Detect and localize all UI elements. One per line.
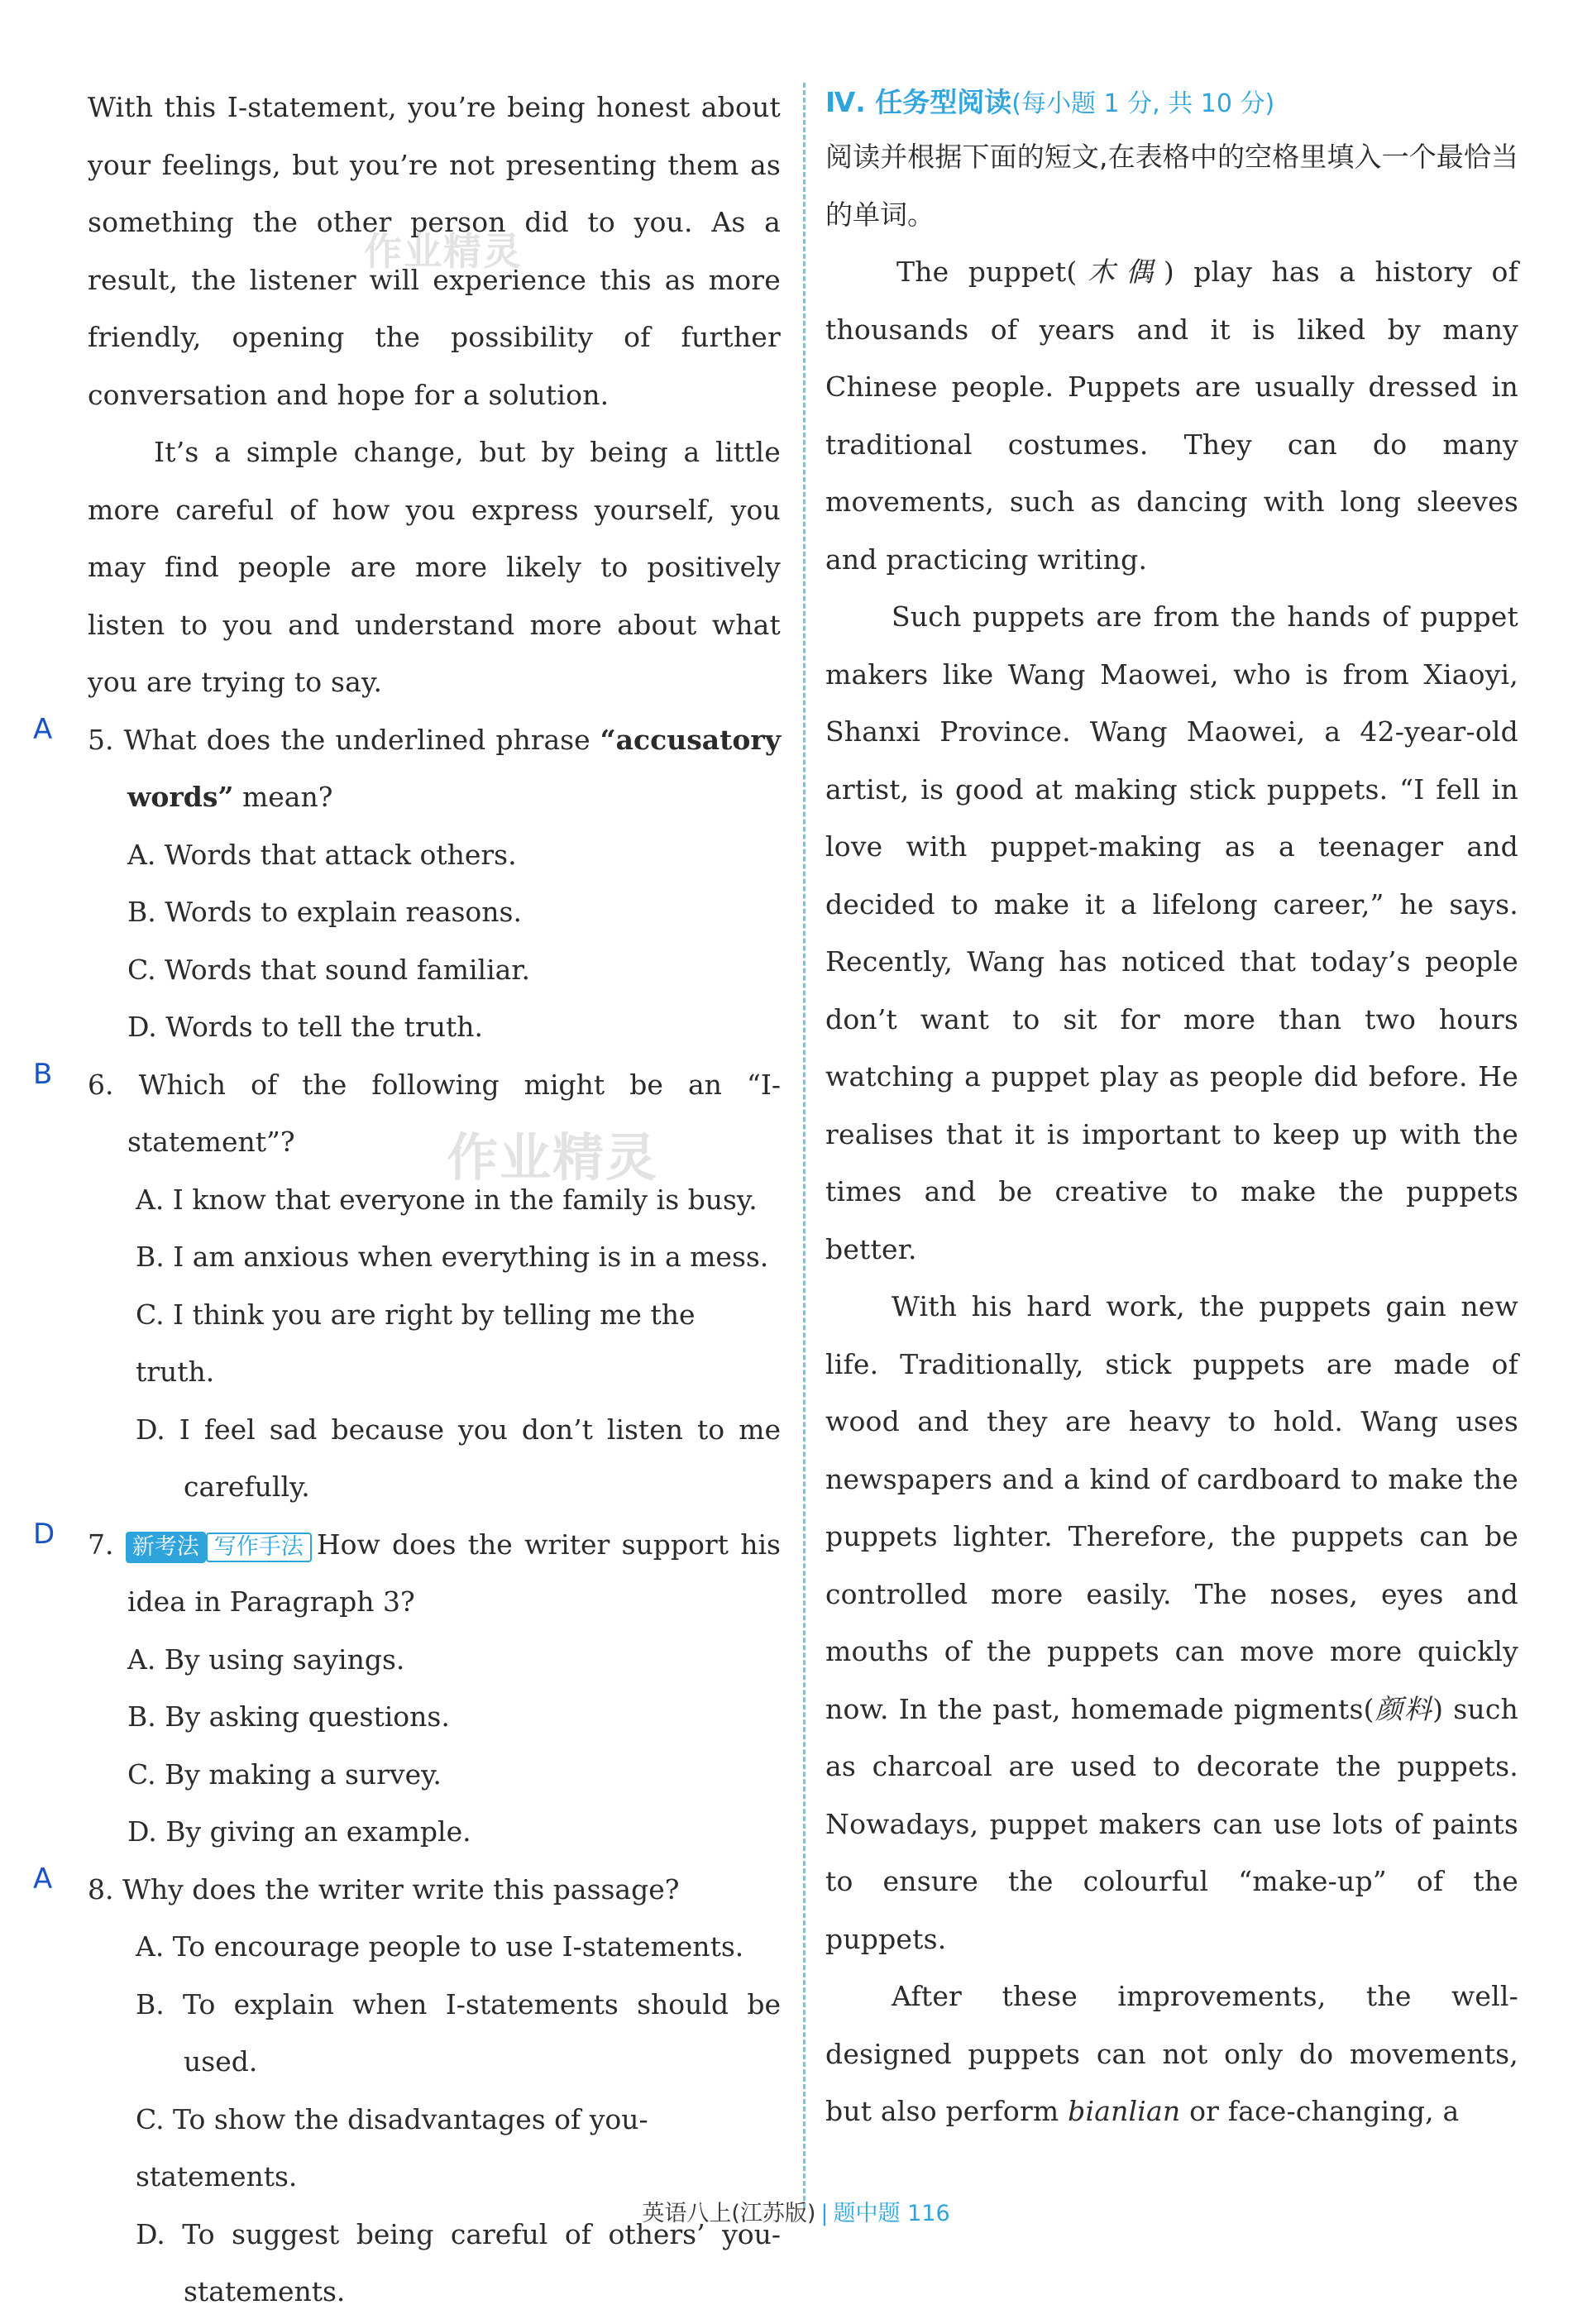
watermark: 作业精灵 — [364, 229, 523, 274]
watermark: 作业精灵 — [447, 1127, 659, 1188]
question-stem: 7. 新考法 写作手法 How does the writer support his idea in Paragraph 3? — [88, 1528, 781, 1618]
writing-technique-badge: 写作手法 — [206, 1533, 312, 1562]
option-c: C. I think you are right by telling me the truth. — [136, 1298, 696, 1388]
passage-paragraph-2: It’s a simple change, but by being a little more careful of how you express yourself, you may find people are more likely to positively listen to you and understand more about what you are trying to say. — [88, 436, 781, 698]
series-title: 题中题 — [833, 2201, 901, 2226]
section-heading: Ⅳ. 任务型阅读(每小题 1 分, 共 10 分) — [825, 86, 1275, 118]
question-8 — [33, 1861, 781, 2321]
option-c: C. Words that sound familiar. — [127, 953, 530, 986]
left-column — [33, 79, 781, 2321]
underlined-phrase: “accusatory words” — [127, 723, 781, 813]
option-c: C. To show the disadvantages of you-statements. — [136, 2102, 648, 2192]
option-c: C. By making a survey. — [127, 1757, 442, 1791]
passage-paragraph-3: With his hard work, the puppets gain new life. Traditionally, stick puppets are made of wood and they are heavy to hold. Wang uses newspapers and a kind of cardboard to make the puppets lighter. Therefore, the puppets can be controlled more easily. The noses, eyes and mouths of the puppets can move more quickly now. In the past, homemade pigments(颜料) such as charcoal are used to decorate the puppets. Nowadays, puppet makers can use lots of paints to ensure the colourful “make-up” of the puppets. — [825, 1290, 1518, 1955]
option-b: B. To explain when I-statements should be used. — [136, 1987, 781, 2078]
answer-mark: D — [33, 1517, 55, 1551]
answer-mark: B — [33, 1057, 53, 1091]
question-stem: 6. Which of the following might be an “I-statement”? — [88, 1068, 781, 1158]
answer-mark: A — [33, 1862, 53, 1896]
page-footer — [0, 2195, 1592, 2227]
option-a: A. Words that attack others. — [127, 838, 517, 871]
option-a: A. I know that everyone in the family is busy. — [136, 1183, 758, 1216]
question-stem: 5. What does the underlined phrase “accusatory words” mean? — [88, 723, 781, 813]
question-stem: 8. Why does the writer write this passage? — [88, 1872, 680, 1906]
option-d: D. To suggest being careful of others’ you-statements. — [136, 2217, 781, 2307]
passage-paragraph-4: After these improvements, the well-designed puppets can not only do movements, but also perform bianlian or face-changing, a — [825, 1980, 1518, 2127]
option-b: B. I am anxious when everything is in a mess. — [136, 1241, 769, 1273]
footer-separator: | — [820, 2201, 829, 2226]
question-6 — [33, 1056, 781, 1516]
column-divider — [803, 83, 806, 2208]
right-column — [825, 79, 1518, 2140]
option-d: D. I feel sad because you don’t listen to me carefully. — [136, 1413, 781, 1503]
instruction: 阅读并根据下面的短文,在表格中的空格里填入一个最恰当的单词。 — [825, 141, 1518, 231]
question-5 — [33, 711, 781, 1056]
page-number: 116 — [907, 2201, 950, 2226]
option-a: A. To encourage people to use I-statements. — [136, 1930, 744, 1963]
option-b: B. Words to explain reasons. — [127, 896, 522, 928]
option-d: D. Words to tell the truth. — [127, 1011, 483, 1043]
option-b: B. By asking questions. — [127, 1700, 450, 1733]
option-d: D. By giving an example. — [127, 1815, 471, 1848]
passage-paragraph-1: With this I-statement, you’re being honest about your feelings, but you’re not presenting them as something the other person did to you. As a result, the listener will experience this as more friendly, opening the possibility of further conversation and hope for a solution. — [88, 91, 781, 411]
option-a: A. By using sayings. — [127, 1643, 405, 1676]
passage-paragraph-1: The puppet(木偶) play has a history of thousands of years and it is liked by many Chinese people. Puppets are usually dressed in traditional costumes. They can do many movements, such as dancing with long sleeves and practicing writing. — [825, 256, 1519, 576]
passage-paragraph-2: Such puppets are from the hands of puppet makers like Wang Maowei, who is from Xiaoyi, Shanxi Province. Wang Maowei, a 42-year-old artist, is good at making stick puppets. “I fell in love with puppet-making as a teenager and decided to make it a lifelong career,” he says. Recently, Wang has noticed that today’s people don’t want to sit for more than two hours watching a puppet play as people did before. He realises that it is important to keep up with the times and be creative to make the puppets better. — [825, 600, 1518, 1265]
question-7 — [33, 1516, 781, 1861]
answer-mark: A — [33, 712, 53, 746]
new-exam-badge: 新考法 — [126, 1532, 206, 1563]
book-title: 英语八上(江苏版) — [642, 2201, 816, 2226]
